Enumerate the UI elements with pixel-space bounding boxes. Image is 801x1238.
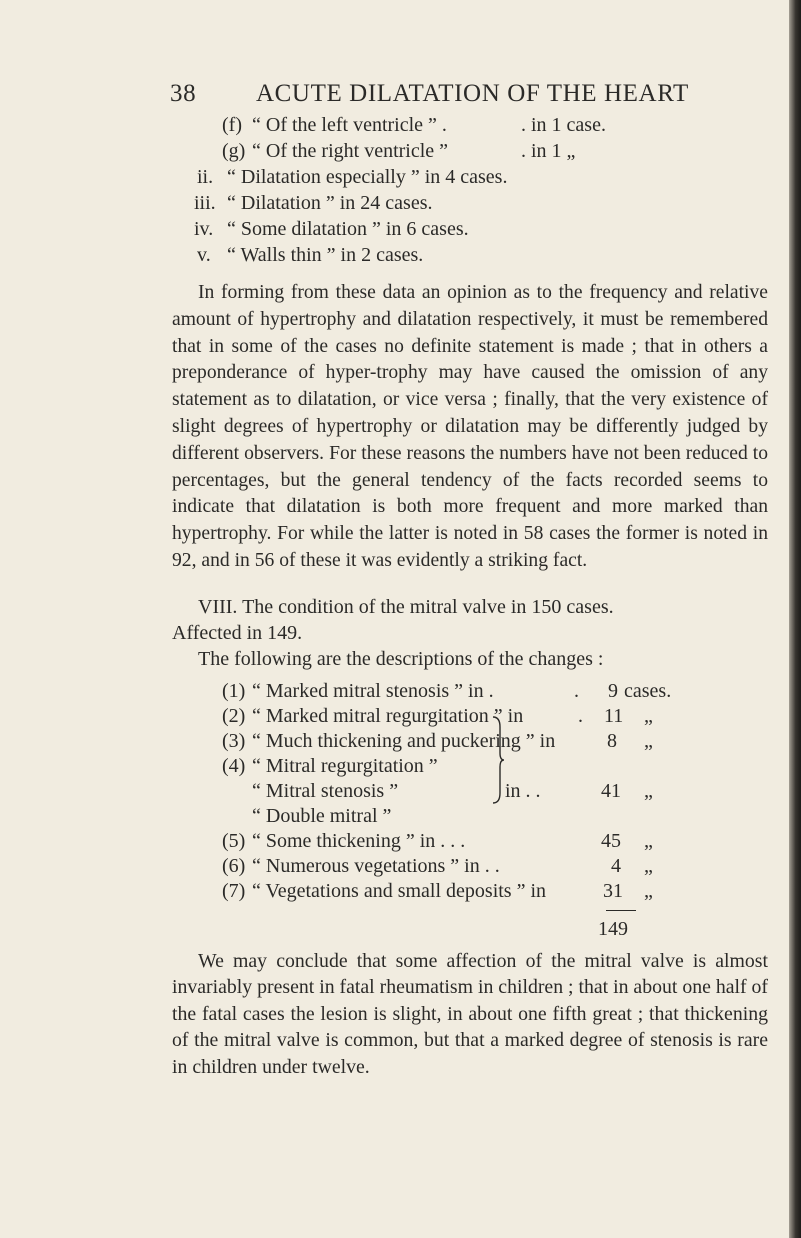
change-count: 8 bbox=[607, 730, 617, 752]
change-count: 9 bbox=[608, 680, 618, 702]
summary-text: “ Some dilatation ” in 6 cases. bbox=[227, 218, 469, 240]
summary-text: “ Of the right ventricle ” bbox=[252, 140, 449, 162]
change-label: “ Much thickening and puckering ” in bbox=[252, 730, 556, 752]
summary-marker: (f) bbox=[222, 114, 242, 136]
summary-count: . in 1 „ bbox=[521, 140, 576, 162]
change-label: “ Numerous vegetations ” in . . bbox=[252, 855, 500, 877]
change-label: “ Marked mitral regurgitation ” in bbox=[252, 705, 524, 727]
change-number: (7) bbox=[222, 880, 246, 902]
change-label: “ Mitral regurgitation ” bbox=[252, 755, 438, 777]
change-unit: „ bbox=[644, 880, 653, 902]
change-label: “ Some thickening ” in . . . bbox=[252, 830, 466, 852]
summary-text: “ Of the left ventricle ” . bbox=[252, 114, 447, 136]
section-affected: Affected in 149. bbox=[172, 622, 303, 644]
page-edge-shadow bbox=[789, 0, 801, 1238]
change-dots: . bbox=[578, 705, 583, 727]
change-label: “ Vegetations and small deposits ” in bbox=[252, 880, 547, 902]
change-count: 4 bbox=[611, 855, 621, 877]
change-number: (2) bbox=[222, 705, 246, 727]
running-title: ACUTE DILATATION OF THE HEART bbox=[256, 80, 689, 107]
section-intro: The following are the descriptions of the changes : bbox=[198, 648, 604, 670]
change-count: 45 bbox=[601, 830, 621, 852]
change-number: (1) bbox=[222, 680, 246, 702]
change-count: 31 bbox=[603, 880, 623, 902]
change-number: (4) bbox=[222, 755, 246, 777]
change-unit: „ bbox=[644, 780, 653, 802]
summary-marker: iii. bbox=[194, 192, 216, 214]
change-label: “ Mitral stenosis ” bbox=[252, 780, 399, 802]
change-number: (6) bbox=[222, 855, 246, 877]
change-unit: „ bbox=[644, 730, 653, 752]
paragraph-frequency-text: In forming from these data an opinion as to the frequency and relative amount of hypertrophy and dilatation respectively, it must be remembered that in some of the cases no definite statement is made ; that in others a preponderance of hyper-trophy may have caused the omission of any statement as to dilatation, or vice versa ; finally, that the very existence of slight degrees of hypertrophy or dilatation may be differently judged by different observers. For these reasons the numbers have not been reduced to percentages, but the general tendency of the facts recorded seems to indicate that dilatation is both more frequent and more marked than hypertrophy. For while the latter is noted in 58 cases the former is noted in 92, and in 56 of these it was evidently a striking fact. bbox=[172, 282, 768, 571]
change-dots: in . . bbox=[505, 780, 541, 802]
summary-count: . in 1 case. bbox=[521, 114, 606, 136]
change-label: “ Double mitral ” bbox=[252, 805, 392, 827]
paragraph-frequency bbox=[172, 280, 768, 575]
total-count: 149 bbox=[598, 918, 628, 940]
change-label: “ Marked mitral stenosis ” in . bbox=[252, 680, 494, 702]
total-rule bbox=[606, 910, 636, 911]
section-heading: VIII. The condition of the mitral valve in 150 cases. bbox=[198, 596, 614, 618]
change-unit: „ bbox=[644, 855, 653, 877]
change-unit: „ bbox=[644, 830, 653, 852]
summary-text: “ Dilatation especially ” in 4 cases. bbox=[227, 166, 508, 188]
change-number: (5) bbox=[222, 830, 246, 852]
right-brace-icon bbox=[491, 715, 505, 805]
change-dots: . bbox=[574, 680, 579, 702]
change-unit: „ bbox=[644, 705, 653, 727]
summary-marker: (g) bbox=[222, 140, 246, 162]
change-number: (3) bbox=[222, 730, 246, 752]
summary-marker: iv. bbox=[194, 218, 214, 240]
summary-marker: v. bbox=[197, 244, 211, 266]
change-count: 41 bbox=[601, 780, 621, 802]
page-number: 38 bbox=[170, 80, 197, 107]
paragraph-conclusion-text: We may conclude that some affection of the mitral valve is almost invariably present in fatal rheumatism in children ; that in about one half of the fatal cases the lesion is slight, in about one fifth great ; that thickening of the mitral valve is common, but that a marked degree of stenosis is rare in children under twelve. bbox=[172, 950, 769, 1078]
change-unit: cases. bbox=[624, 680, 672, 702]
summary-marker: ii. bbox=[197, 166, 214, 188]
paragraph-conclusion bbox=[172, 948, 768, 1080]
change-count: 11 bbox=[604, 705, 624, 727]
summary-text: “ Dilatation ” in 24 cases. bbox=[227, 192, 433, 214]
summary-text: “ Walls thin ” in 2 cases. bbox=[227, 244, 424, 266]
